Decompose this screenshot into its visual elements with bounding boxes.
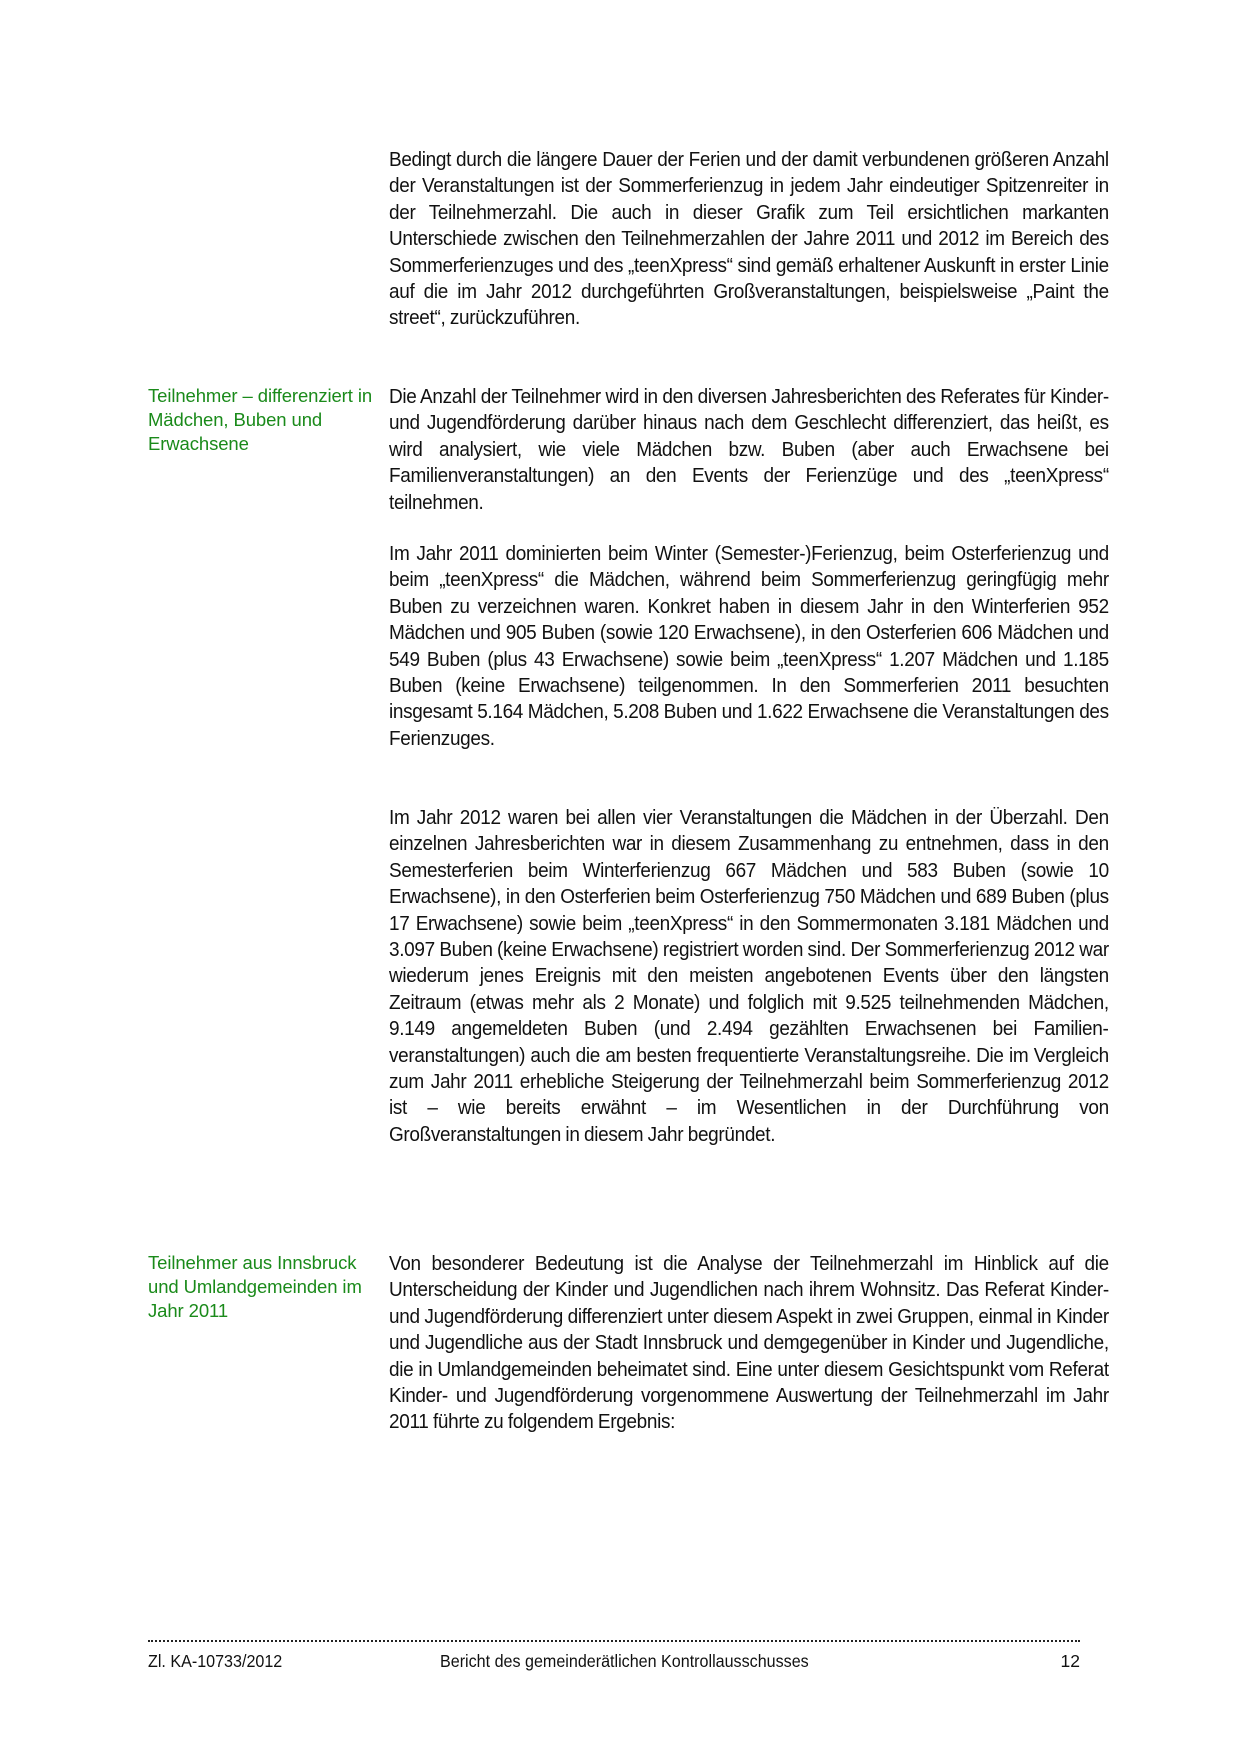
paragraph-gender-intro [389,384,1109,516]
footer-divider [148,1640,1080,1642]
paragraph-2012-stats [389,805,1109,1148]
footer-title: Bericht des gemeinderätlichen Kontrollausschusses [440,1651,809,1671]
paragraph-2011-stats [389,541,1109,752]
page-number: 12 [1060,1651,1080,1671]
paragraph-sommerferienzug [389,147,1109,332]
footer-reference: Zl. KA-10733/2012 [148,1651,283,1671]
paragraph-residence [389,1251,1109,1436]
paragraph-text: Von besonderer Bedeutung ist die Analyse der Teilnehmerzahl im Hinblick auf die Unterscheidung der Kinder und Jugendlichen nach ihrem Wohnsitz. Das Referat Kinder- und Jugendförderung differenziert unter diesem Aspekt in zwei Gruppen, einmal in Kinder und Jugendliche aus der Stadt Innsbruck und demgegenüber in Kinder und Jugendliche, die in Umlandgemeinden beheimatet sind. Eine unter diesem Gesichtspunkt vom Referat Kinder- und Jugendförderung vorgenommene Auswertung der Teilnehmerzahl im Jahr 2011 führte zu folgendem Ergebnis: [389,1253,1109,1434]
margin-note-gender: Teilnehmer – differenziert in Mädchen, Buben und Erwachsene [148,385,373,454]
paragraph-text: Im Jahr 2012 waren bei allen vier Veranstaltungen die Mädchen in der Überzahl. Den einzelnen Jahresberichten war in diesem Zusammenhang zu entnehmen, dass in den Semesterferien beim Winterferienzug 667 Mädchen und 583 Buben (sowie 10 Erwachsene), in den Osterferien beim Osterferienzug 750 Mädchen und 689 Buben (plus 17 Erwachsene) sowie beim „teenXpress“ in den Sommermonaten 3.181 Mädchen und 3.097 Buben (keine Erwachsene) registriert worden sind. Der Sommerferienzug 2012 war wiederum jenes Ereignis mit den meisten angebotenen Events über den längsten Zeitraum (etwas mehr als 2 Monate) und folglich mit 9.525 teilnehmenden Mädchen, 9.149 angemeldeten Buben (und 2.494 gezählten Erwachsenen bei Familienveranstaltungen) auch die am besten frequentierte Veranstaltungsreihe. Die im Vergleich zum Jahr 2011 erhebliche Steigerung der Teilnehmerzahl beim Sommerferienzug 2012 ist – wie bereits erwähnt – im Wesentlichen in der Durchführung von Großveranstaltungen in diesem Jahr begründet. [389,807,1109,1146]
paragraph-text: Die Anzahl der Teilnehmer wird in den diversen Jahresberichten des Referates für Kinder- und Jugendförderung darüber hinaus nach dem Geschlecht differenziert, das heißt, es wird analysiert, wie viele Mädchen bzw. Buben (aber auch Erwachsene bei Familienveranstaltungen) an den Events der Ferienzüge und des „teenXpress“ teilnehmen. [389,386,1109,514]
paragraph-text: Bedingt durch die längere Dauer der Ferien und der damit verbundenen größeren Anzahl der Veranstaltungen ist der Sommerferienzug in jedem Jahr eindeutiger Spitzenreiter in der Teilnehmerzahl. Die auch in dieser Grafik zum Teil ersichtlichen markanten Unterschiede zwischen den Teilnehmerzahlen der Jahre 2011 und 2012 im Bereich des Sommerferienzuges und des „teenXpress“ sind gemäß erhaltener Auskunft in erster Linie auf die im Jahr 2012 durchgeführten Großveranstaltungen, beispielsweise „Paint the street“, zurückzuführen. [389,149,1109,330]
margin-note-residence: Teilnehmer aus Innsbruck und Umlandgemeinden im Jahr 2011 [148,1252,362,1321]
paragraph-text: Im Jahr 2011 dominierten beim Winter (Semester-)Ferienzug, beim Osterferienzug und beim „teenXpress“ die Mädchen, während beim Sommerferienzug geringfügig mehr Buben zu verzeichnen waren. Konkret haben in diesem Jahr in den Winterferien 952 Mädchen und 905 Buben (sowie 120 Erwachsene), in den Osterferien 606 Mädchen und 549 Buben (plus 43 Erwachsene) sowie beim „teenXpress“ 1.207 Mädchen und 1.185 Buben (keine Erwachsene) teilgenommen. In den Sommerferien 2011 besuchten insgesamt 5.164 Mädchen, 5.208 Buben und 1.622 Erwachsene die Veranstaltungen des Ferienzuges. [389,543,1109,750]
page-footer [148,1651,1080,1675]
